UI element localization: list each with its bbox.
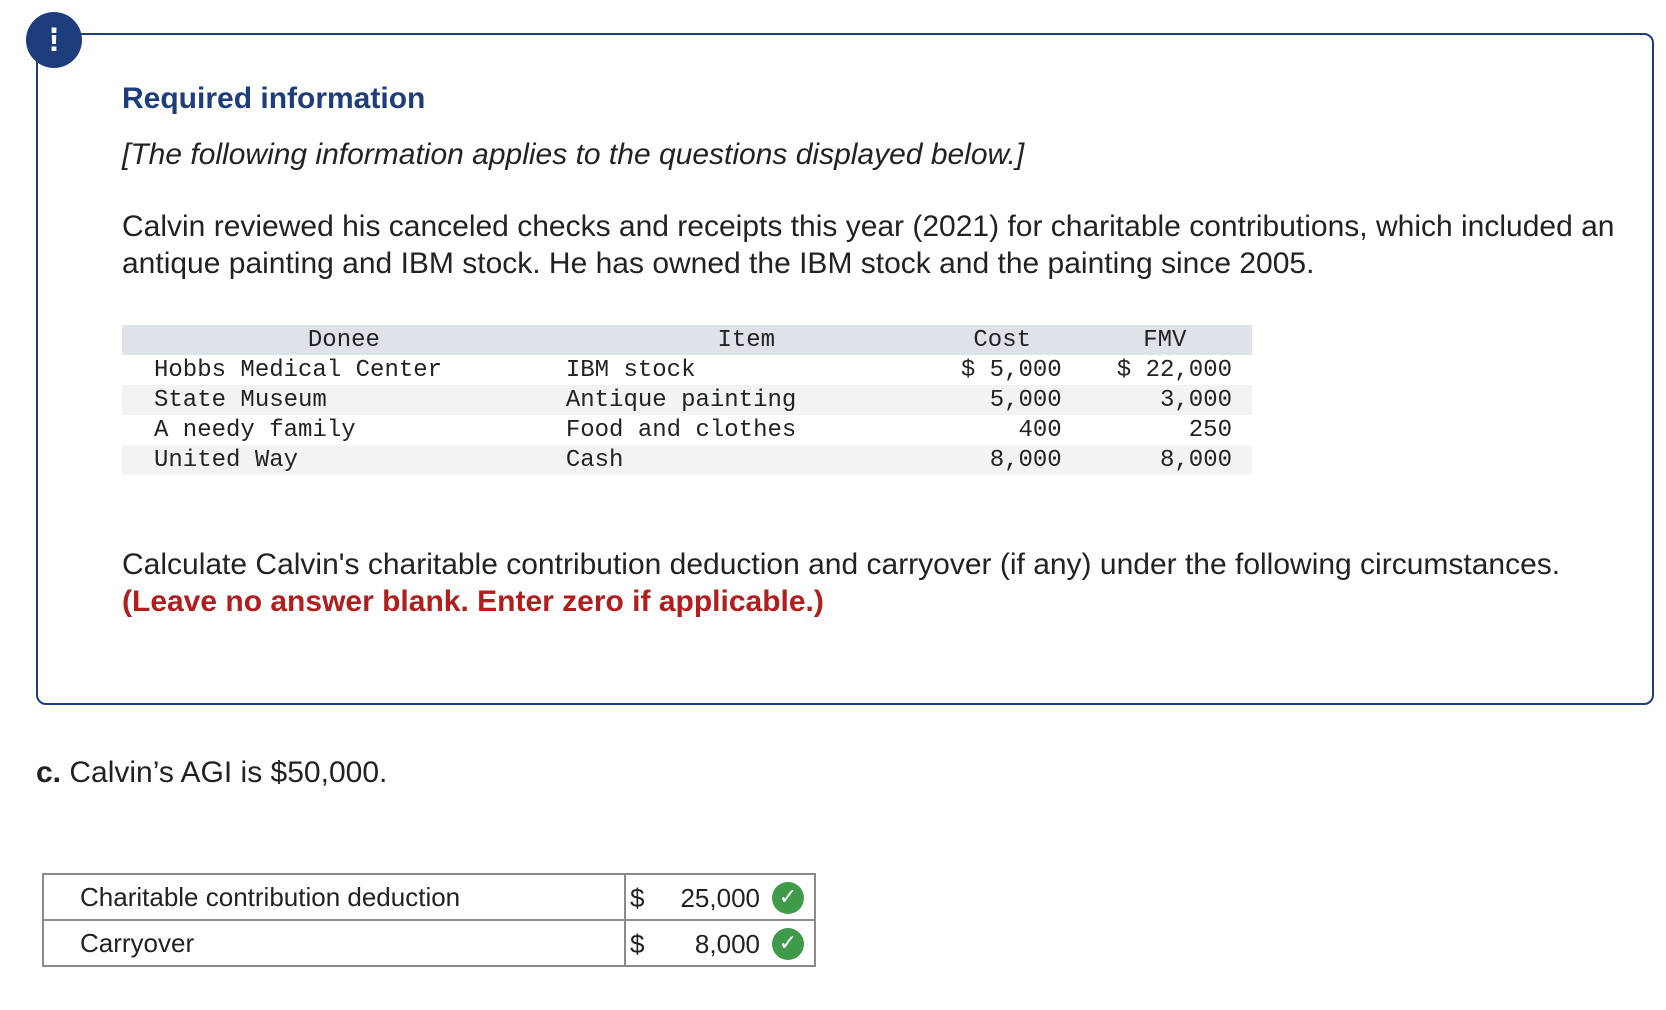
cell-donee: Hobbs Medical Center xyxy=(154,356,443,384)
question-text: Calculate Calvin's charitable contribution deduction and carryover (if any) under the following circumstances. xyxy=(122,548,1561,581)
cell-cost: $ 5,000 xyxy=(960,356,1062,384)
header-donee: Donee xyxy=(122,325,566,355)
cell-cost: 5,000 xyxy=(927,385,1078,415)
cell-donee: A needy family xyxy=(154,416,356,444)
cell-item: Food and clothes xyxy=(565,416,797,444)
deduction-answer-field[interactable] xyxy=(625,874,815,920)
cell-item: Antique painting xyxy=(566,385,927,415)
cell-donee: United Way xyxy=(122,445,566,475)
header-fmv: FMV xyxy=(1078,325,1252,355)
cell-cost: 8,000 xyxy=(927,445,1078,475)
answer-table xyxy=(42,873,816,967)
cell-donee: State Museum xyxy=(122,385,566,415)
cell-fmv: 8,000 xyxy=(1078,445,1252,475)
part-c-text: Calvin’s AGI is $50,000. xyxy=(69,756,388,789)
cell-fmv: 3,000 xyxy=(1078,385,1252,415)
intro-paragraph: Calvin reviewed his canceled checks and receipts this year (2021) for charitable contributions, which included an antique painting and IBM stock. He has owned the IBM stock and the painting since 2005. xyxy=(122,210,1615,280)
check-icon: ✓ xyxy=(772,882,804,914)
currency-symbol: $ xyxy=(630,929,645,959)
cell-fmv: 250 xyxy=(1188,416,1232,444)
cell-fmv: $ 22,000 xyxy=(1116,356,1232,384)
answer-value: 25,000 xyxy=(680,883,760,913)
answer-row-deduction xyxy=(43,874,815,920)
cell-cost: 400 xyxy=(1018,416,1062,444)
required-info-title: Required information xyxy=(122,82,426,115)
header-cost: Cost xyxy=(927,325,1078,355)
answer-label: Carryover xyxy=(43,920,625,966)
part-c-letter: c. xyxy=(36,756,62,789)
answer-value: 8,000 xyxy=(694,929,760,959)
table-header-row xyxy=(122,325,1252,355)
table-row xyxy=(122,415,1252,445)
answer-row-carryover xyxy=(43,920,815,966)
table-row xyxy=(122,355,1252,385)
carryover-answer-field[interactable] xyxy=(625,920,815,966)
question-prompt xyxy=(122,546,1622,620)
table-row xyxy=(122,385,1252,415)
answer-label: Charitable contribution deduction xyxy=(43,874,625,920)
header-item: Item xyxy=(566,325,927,355)
contributions-table xyxy=(122,325,1252,475)
currency-symbol: $ xyxy=(630,883,645,913)
applies-note: [The following information applies to the questions displayed below.] xyxy=(122,138,1025,171)
table-row xyxy=(122,445,1252,475)
cell-item: IBM stock xyxy=(565,356,696,384)
alert-icon: ! xyxy=(26,12,82,68)
warning-text: (Leave no answer blank. Enter zero if applicable.) xyxy=(122,585,824,618)
part-c-statement xyxy=(36,756,387,790)
cell-item: Cash xyxy=(566,445,927,475)
check-icon: ✓ xyxy=(772,928,804,960)
